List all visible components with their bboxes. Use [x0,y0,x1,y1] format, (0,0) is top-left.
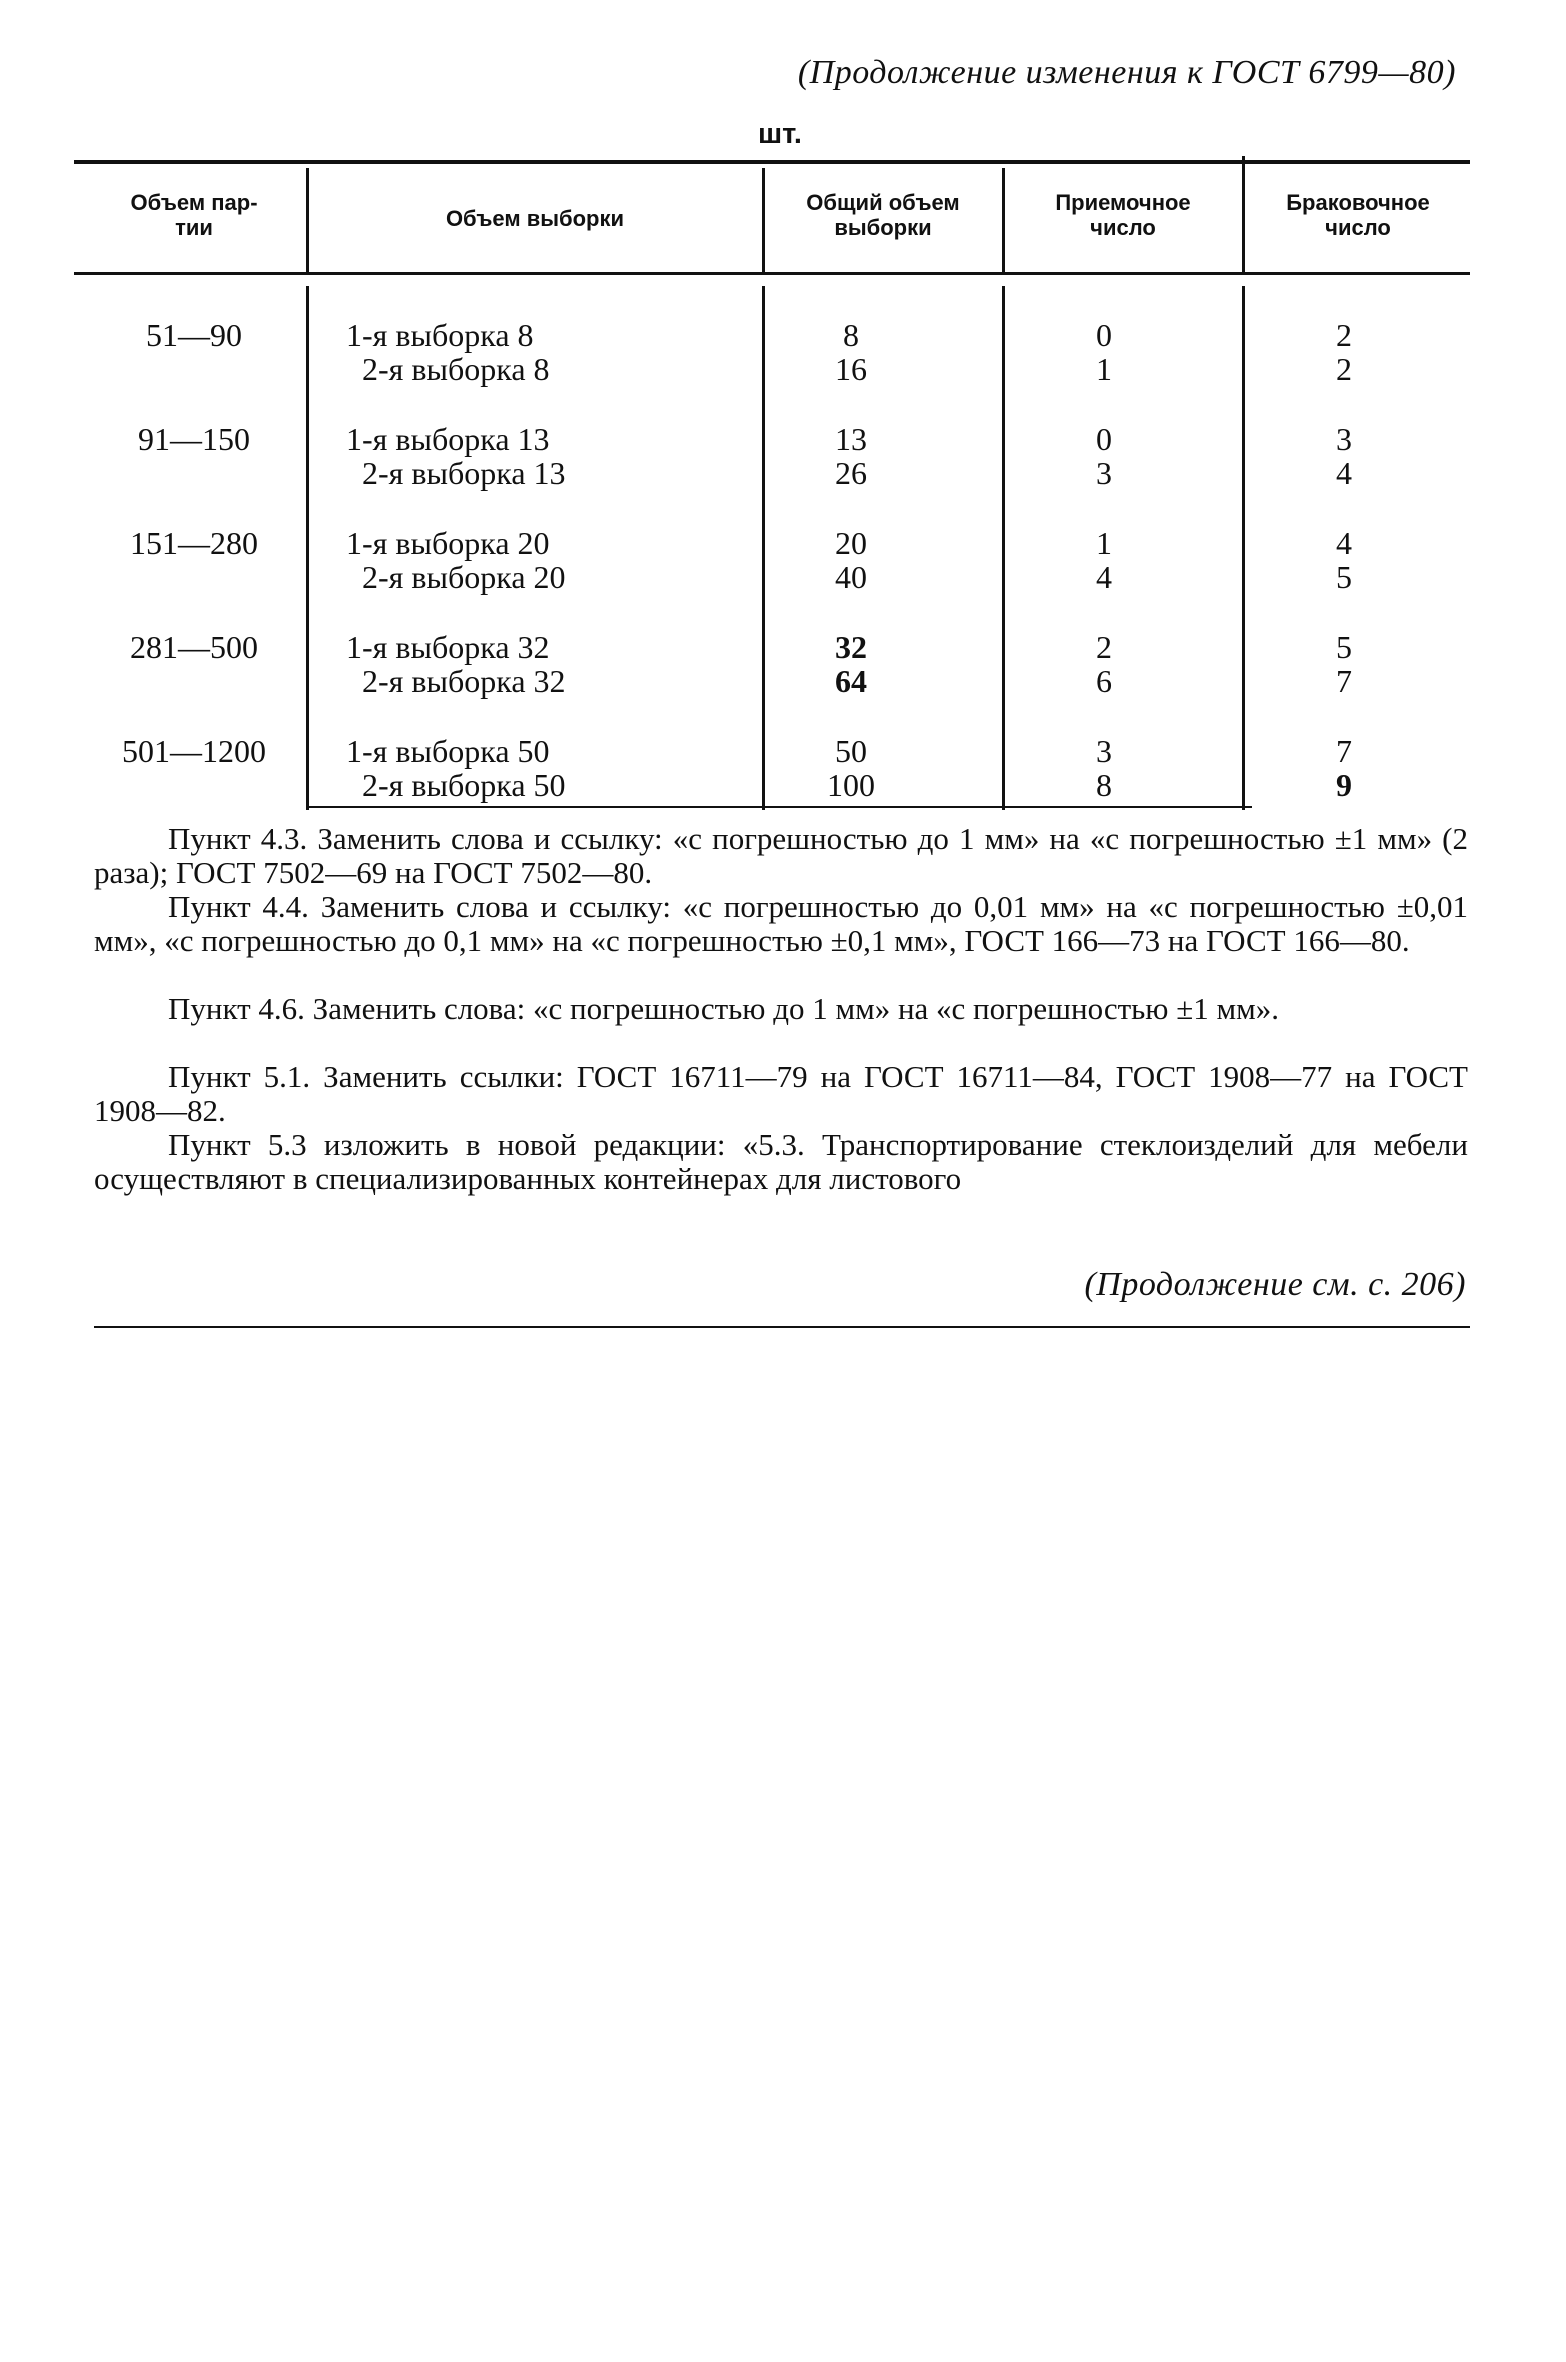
sample-label: 2-я выборка 32 [362,663,566,699]
table-unit: шт. [758,118,802,150]
lot-size: 91—150 [138,421,250,457]
continuation-note: (Продолжение см. с. 206) [1084,1266,1466,1303]
rejection-number: 4 [1336,525,1352,561]
paragraph-5-1: Пункт 5.1. Заменить ссылки: ГОСТ 16711—79 на ГОСТ 16711—84, ГОСТ 1908—77 на ГОСТ 1908—82. [94,1059,1468,1128]
table-column-line [306,168,309,272]
rejection-number: 7 [1336,733,1352,769]
column-header-reject: Браковочное число [1286,190,1430,240]
table-column-line [1002,286,1005,810]
total-sample: 100 [827,767,875,803]
total-sample: 26 [835,455,867,491]
acceptance-number: 4 [1096,559,1112,595]
total-sample: 20 [835,525,867,561]
rejection-number: 2 [1336,351,1352,387]
page-header: (Продолжение изменения к ГОСТ 6799—80) [797,54,1456,91]
table-column-line [1242,156,1245,272]
lot-size: 51—90 [146,317,242,353]
acceptance-number: 0 [1096,317,1112,353]
acceptance-number: 8 [1096,767,1112,803]
sample-label: 2-я выборка 50 [362,767,566,803]
paragraph-5-3: Пункт 5.3 изложить в новой редакции: «5.3. Транспортирование стеклоизделий для мебели осуществляют в специализированных контейнерах для листового [94,1127,1468,1196]
rejection-number: 4 [1336,455,1352,491]
column-header-lot: Объем пар- тии [130,190,258,240]
table-bottom-rule [308,806,1252,808]
table-column-line [762,286,765,810]
total-sample: 64 [835,663,867,699]
acceptance-number: 6 [1096,663,1112,699]
acceptance-number: 0 [1096,421,1112,457]
total-sample: 40 [835,559,867,595]
table-column-line [1002,168,1005,272]
sample-label: 1-я выборка 32 [346,629,550,665]
footer-rule [94,1326,1470,1328]
column-header-total: Общий объем выборки [806,190,960,240]
table-header-rule [74,272,1470,275]
paragraph-4-6: Пункт 4.6. Заменить слова: «с погрешностью до 1 мм» на «с погрешностью ±1 мм». [168,991,1279,1026]
sample-label: 2-я выборка 13 [362,455,566,491]
sample-label: 1-я выборка 20 [346,525,550,561]
total-sample: 8 [843,317,859,353]
total-sample: 32 [835,629,867,665]
rejection-number: 7 [1336,663,1352,699]
sample-label: 1-я выборка 50 [346,733,550,769]
sample-label: 1-я выборка 13 [346,421,550,457]
total-sample: 16 [835,351,867,387]
lot-size: 501—1200 [122,733,266,769]
acceptance-number: 1 [1096,525,1112,561]
rejection-number: 5 [1336,559,1352,595]
rejection-number: 5 [1336,629,1352,665]
acceptance-number: 2 [1096,629,1112,665]
column-header-accept: Приемочное число [1055,190,1191,240]
column-header-sample: Объем выборки [445,206,625,231]
acceptance-number: 3 [1096,455,1112,491]
table-top-rule [74,160,1470,164]
paragraph-4-4: Пункт 4.4. Заменить слова и ссылку: «с погрешностью до 0,01 мм» на «с погрешностью ±0,01 мм», «с погрешностью до 0,1 мм» на «с погрешностью ±0,1 мм», ГОСТ 166—73 на ГОСТ 166—80. [94,889,1468,958]
paragraph-4-3: Пункт 4.3. Заменить слова и ссылку: «с погрешностью до 1 мм» на «с погрешностью ±1 мм» (2 раза); ГОСТ 7502—69 на ГОСТ 7502—80. [94,821,1468,890]
sample-label: 2-я выборка 20 [362,559,566,595]
table-column-line [306,286,309,810]
rejection-number: 9 [1336,767,1352,803]
table-column-line [762,168,765,272]
lot-size: 281—500 [130,629,258,665]
table-column-line [1242,286,1245,810]
acceptance-number: 1 [1096,351,1112,387]
total-sample: 13 [835,421,867,457]
rejection-number: 2 [1336,317,1352,353]
acceptance-number: 3 [1096,733,1112,769]
sample-label: 1-я выборка 8 [346,317,534,353]
sample-label: 2-я выборка 8 [362,351,550,387]
lot-size: 151—280 [130,525,258,561]
total-sample: 50 [835,733,867,769]
rejection-number: 3 [1336,421,1352,457]
